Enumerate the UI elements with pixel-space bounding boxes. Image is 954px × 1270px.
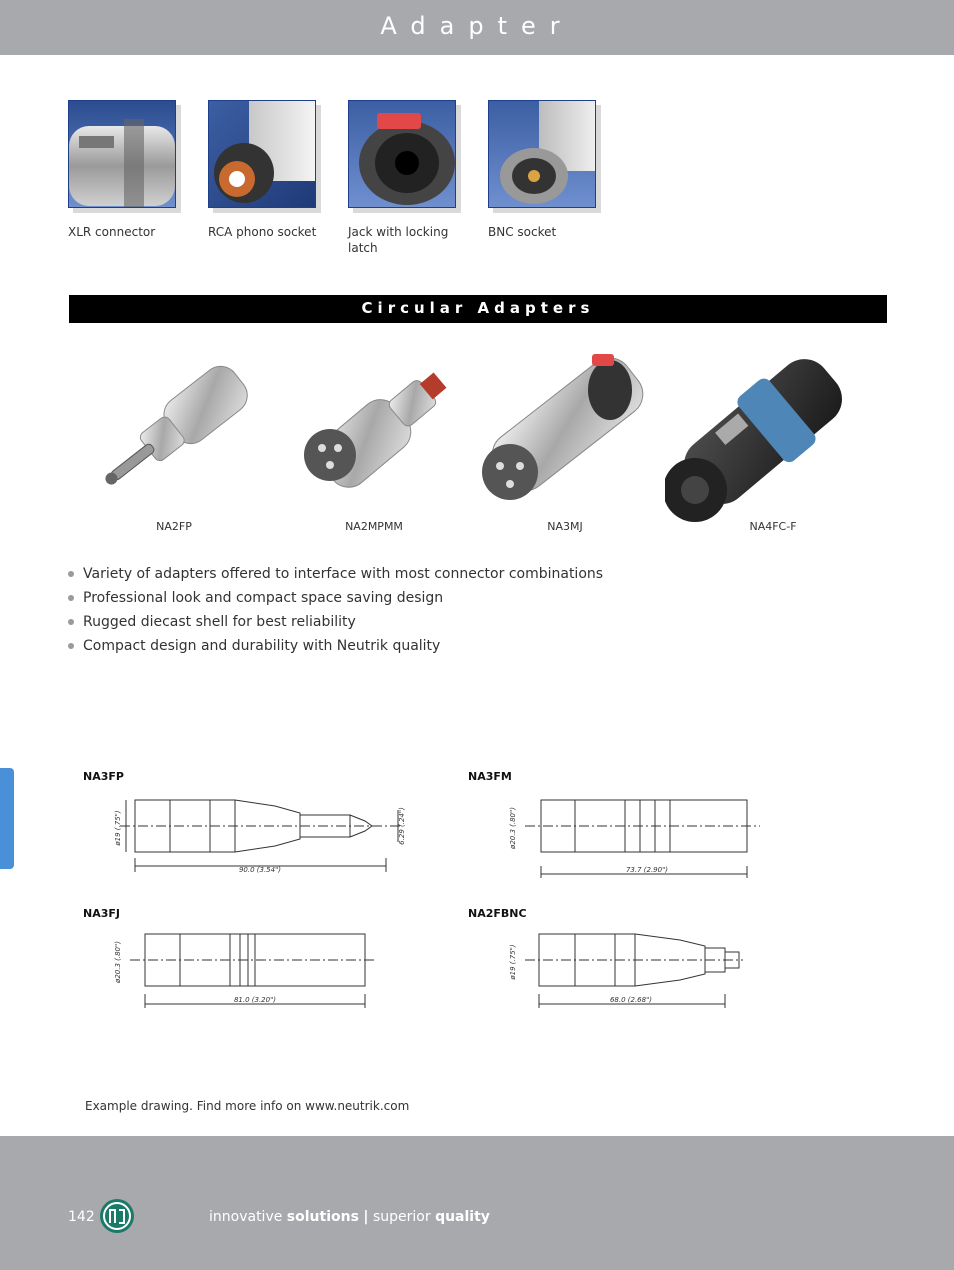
header-bar xyxy=(0,0,954,55)
drawing-na2fbnc xyxy=(505,924,745,1010)
drawing-na3fp xyxy=(110,788,410,878)
drawing-dim-diameter: ø20.3 (.80") xyxy=(509,807,517,849)
product-caption-na4fc-f: NA4FC-F xyxy=(749,520,797,533)
drawing-dim-diameter: ø19 (.75") xyxy=(114,810,122,846)
thumb-caption-bnc: BNC socket xyxy=(488,225,557,239)
drawing-label-na2fbnc: NA2FBNC xyxy=(468,907,527,920)
feature-text: Compact design and durability with Neutrik quality xyxy=(83,638,441,654)
footer-tagline xyxy=(209,1209,490,1225)
rca-socket-photo xyxy=(208,100,316,208)
tagline-word-2: solutions xyxy=(286,1209,359,1225)
product-caption-na3mj: NA3MJ xyxy=(547,520,583,533)
drawing-dim-diameter: ø20.3 (.80") xyxy=(114,941,122,983)
tagline-word-4: quality xyxy=(435,1209,490,1225)
drawing-label-na3fm: NA3FM xyxy=(468,770,512,783)
neutrik-logo-icon xyxy=(99,1198,135,1234)
thumb-caption-jack: Jack with locking latch xyxy=(348,225,449,255)
feature-item xyxy=(68,564,768,588)
drawing-dim-length: 81.0 (3.20") xyxy=(233,996,277,1004)
drawing-na3fm xyxy=(505,788,765,880)
side-tab xyxy=(0,768,14,869)
drawing-label-na3fj: NA3FJ xyxy=(83,907,120,920)
thumb-caption-xlr: XLR connector xyxy=(68,225,156,239)
tagline-separator: | xyxy=(363,1209,369,1225)
product-image-na2mpmm xyxy=(290,340,480,510)
feature-item xyxy=(68,612,768,636)
product-image-na2fp xyxy=(85,340,275,510)
feature-text: Professional look and compact space saving design xyxy=(83,590,444,606)
product-image-na4fc-f xyxy=(665,340,855,510)
drawing-dim-length: 68.0 (2.68") xyxy=(609,996,653,1004)
feature-text: Rugged diecast shell for best reliability xyxy=(83,614,356,630)
drawing-dim-length: 73.7 (2.90") xyxy=(625,866,669,874)
drawing-dim-diameter: ø19 (.75") xyxy=(509,944,517,980)
section-title: Circular Adapters xyxy=(361,299,595,317)
footnote: Example drawing. Find more info on www.neutrik.com xyxy=(85,1099,410,1113)
tagline-word-3: superior xyxy=(372,1209,431,1225)
page-title: Adapter xyxy=(380,12,574,40)
drawing-na3fj xyxy=(110,924,380,1010)
feature-item xyxy=(68,636,768,660)
drawing-dim-length: 90.0 (3.54") xyxy=(238,866,282,874)
product-image-na3mj xyxy=(470,340,660,510)
page-number: 142 xyxy=(68,1209,95,1225)
bullet-icon xyxy=(68,595,74,601)
feature-item xyxy=(68,588,768,612)
bullet-icon xyxy=(68,571,74,577)
bnc-socket-photo xyxy=(488,100,596,208)
jack-latch-photo xyxy=(348,100,456,208)
tagline-word-1: innovative xyxy=(209,1209,283,1225)
drawing-dim-tip: 6.29 (.24") xyxy=(398,807,406,845)
thumb-caption-rca: RCA phono socket xyxy=(208,225,317,239)
feature-list xyxy=(68,564,768,660)
product-caption-na2fp: NA2FP xyxy=(156,520,192,533)
bullet-icon xyxy=(68,643,74,649)
drawing-label-na3fp: NA3FP xyxy=(83,770,124,783)
product-caption-na2mpmm: NA2MPMM xyxy=(345,520,403,533)
footer-bar xyxy=(0,1136,954,1270)
feature-text: Variety of adapters offered to interface with most connector combinations xyxy=(83,566,604,582)
section-header xyxy=(69,295,887,323)
xlr-connector-photo xyxy=(68,100,176,208)
bullet-icon xyxy=(68,619,74,625)
